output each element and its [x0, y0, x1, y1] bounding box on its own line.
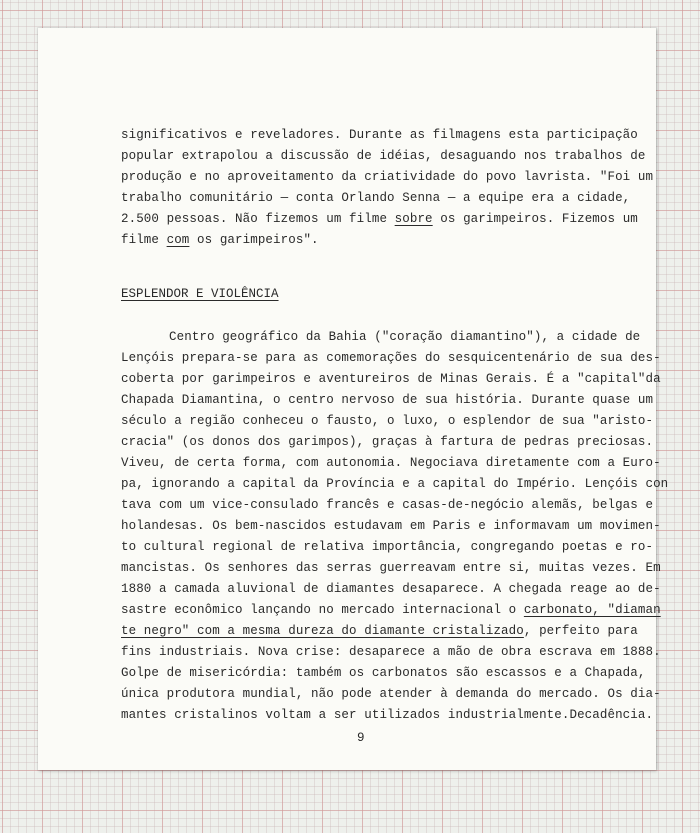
text-line-with-underline: 2.500 pessoas. Não fizemos um filme sobre os garimpeiros. Fizemos um — [121, 212, 638, 226]
underlined-phrase: carbonato, "diaman — [523, 603, 661, 617]
text-line-with-underline: sastre econômico lançando no mercado internacional o carbonato, "diaman — [121, 603, 661, 617]
page-number: 9 — [357, 731, 365, 745]
text-line: produção e no aproveitamento da criatividade do povo lavrista. "Foi um — [121, 170, 654, 184]
text-line: Viveu, de certa forma, com autonomia. Negociava diretamente com a Euro- — [121, 456, 661, 470]
text-line: século a região conheceu o fausto, o luxo, o esplendor de sua "aristo- — [121, 414, 654, 428]
text-line: popular extrapolou a discussão de idéias, desaguando nos trabalhos de — [121, 149, 646, 163]
text-line: cracia" (os donos dos garimpos), graças à fartura de pedras preciosas. — [121, 435, 654, 449]
text-line: Chapada Diamantina, o centro nervoso de sua história. Durante quase um — [121, 393, 654, 407]
underlined-phrase: sobre — [394, 212, 433, 226]
text-line: única produtora mundial, não pode atender à demanda do mercado. Os dia- — [121, 687, 661, 701]
underlined-phrase: com — [166, 233, 190, 247]
text-line-with-underline: filme com os garimpeiros". — [121, 233, 319, 247]
text-line: Lençóis prepara-se para as comemorações do sesquicentenário de sua des- — [121, 351, 661, 365]
paper-sheet — [38, 28, 669, 770]
text-line: 1880 a camada aluvional de diamantes desaparece. A chegada reage ao de- — [121, 582, 661, 596]
text-line-with-underline: te negro" com a mesma dureza do diamante cristalizado, perfeito para — [121, 624, 638, 638]
text-line: coberta por garimpeiros e aventureiros de Minas Gerais. É a "capital"da — [121, 372, 661, 386]
text-line: mantes cristalinos voltam a ser utilizados industrialmente.Decadência. — [121, 708, 654, 722]
text-line: tava com um vice-consulado francês e casas-de-negócio alemãs, belgas e — [121, 498, 654, 512]
text-line: fins industriais. Nova crise: desaparece a mão de obra escrava em 1888. — [121, 645, 661, 659]
section-heading: ESPLENDOR E VIOLÊNCIA — [121, 287, 279, 301]
text-line: Golpe de misericórdia: também os carbonatos são escassos e a Chapada, — [121, 666, 646, 680]
paragraph-main — [121, 327, 669, 726]
text-line: mancistas. Os senhores das serras guerreavam entre si, muitas vezes. Em — [121, 561, 661, 575]
text-line: pa, ignorando a capital da Província e a capital do Império. Lençóis con — [121, 477, 669, 491]
text-line: holandesas. Os bem-nascidos estudavam em Paris e informavam um movimen- — [121, 519, 661, 533]
text-line: trabalho comunitário — conta Orlando Senna — a equipe era a cidade, — [121, 191, 631, 205]
text-line: significativos e reveladores. Durante as filmagens esta participação — [121, 128, 638, 142]
text-line: Centro geográfico da Bahia ("coração diamantino"), a cidade de — [169, 330, 641, 344]
underlined-phrase: te negro" com a mesma dureza do diamante cristalizado — [121, 624, 524, 638]
paragraph-intro — [121, 125, 654, 251]
text-line: to cultural regional de relativa importância, congregando poetas e ro- — [121, 540, 654, 554]
